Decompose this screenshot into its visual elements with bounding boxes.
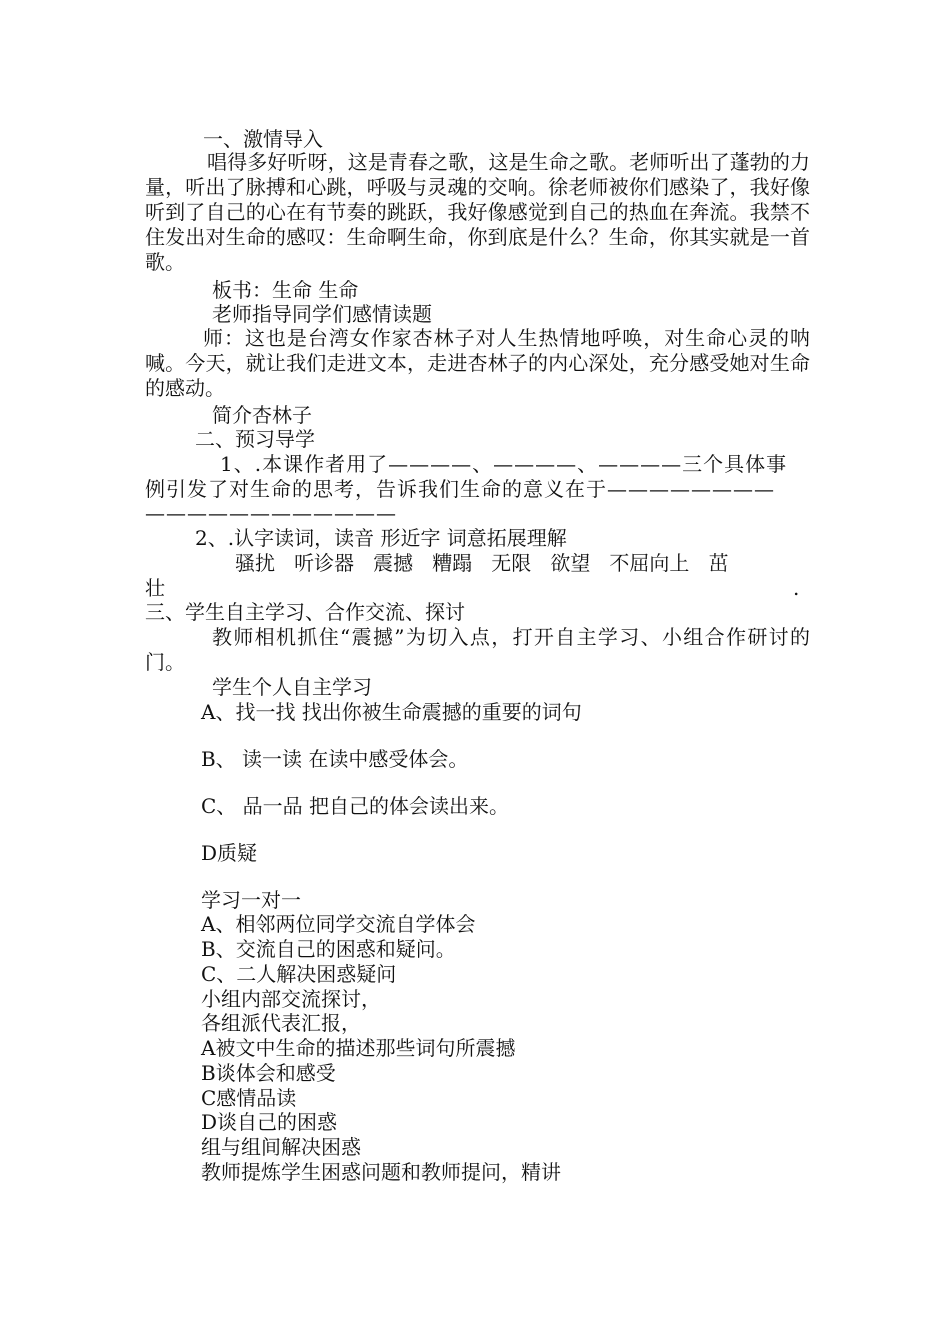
report-item-b: B谈体会和感受 xyxy=(201,1061,336,1085)
vocabulary-words: 骚扰 听诊器 震撼 糟蹋 无限 欲望 不屈向上 茁 xyxy=(235,551,729,575)
self-study-step-d: D质疑 xyxy=(201,841,258,865)
section-2-title: 二、预习导学 xyxy=(195,427,315,451)
teacher-summary: 教师提炼学生困惑问题和教师提问，精讲 xyxy=(201,1160,561,1184)
question-1-line-2: 例引发了对生命的思考，告诉我们生命的意义在于———————— xyxy=(145,477,775,501)
question-1-line-1: 1、.本课作者用了————、————、————三个具体事 xyxy=(220,452,788,476)
report-item-a: A被文中生命的描述那些词句所震撼 xyxy=(201,1036,516,1060)
self-study-step-a: A、找一找 找出你被生命震撼的重要的词句 xyxy=(201,700,582,724)
pair-study-step-a: A、相邻两位同学交流自学体会 xyxy=(201,912,476,936)
question-1-line-3: ———————————— xyxy=(145,501,397,525)
self-study-heading: 学生个人自主学习 xyxy=(212,675,372,699)
vocabulary-words-wrap: 壮 xyxy=(145,576,165,600)
group-discussion: 小组内部交流探讨， xyxy=(201,987,381,1011)
author-intro: 简介杏林子 xyxy=(212,403,312,427)
board-writing: 板书：生命 生命 xyxy=(212,278,359,302)
vocabulary-trailing-dot: . xyxy=(793,576,800,600)
section-1-paragraph-2: 师：这也是台湾女作家杏林子对人生热情地呼唤，对生命心灵的呐喊。今天，就让我们走进文本，走进杏林子的内心深处，充分感受她对生命的感动。 xyxy=(145,326,810,400)
question-2: 2、.认字读词，读音 形近字 词意拓展理解 xyxy=(195,526,567,550)
pair-study-step-c: C、二人解决困惑疑问 xyxy=(201,962,397,986)
inter-group-resolution: 组与组间解决困惑 xyxy=(201,1135,361,1159)
reading-guide: 老师指导同学们感情读题 xyxy=(212,302,432,326)
report-item-c: C感情品读 xyxy=(201,1086,297,1110)
pair-study-heading: 学习一对一 xyxy=(201,888,301,912)
self-study-step-b: B、 读一读 在读中感受体会。 xyxy=(201,747,469,771)
report-item-d: D谈自己的困惑 xyxy=(201,1110,338,1134)
section-1-paragraph-1: 唱得多好听呀，这是青春之歌，这是生命之歌。老师听出了蓬勃的力量，听出了脉搏和心跳，呼吸与灵魂的交响。徐老师被你们感染了，我好像听到了自己的心在有节奏的跳跃，我好像感觉到自己的热血在奔流。我禁不住发出对生命的感叹：生命啊生命，你到底是什么？生命，你其实就是一首歌。 xyxy=(145,150,810,274)
section-1-title: 一、激情导入 xyxy=(203,127,323,151)
self-study-step-c: C、 品一品 把自己的体会读出来。 xyxy=(201,794,510,818)
group-report: 各组派代表汇报， xyxy=(201,1011,361,1035)
pair-study-step-b: B、交流自己的困惑和疑问。 xyxy=(201,937,456,961)
section-3-title: 三、学生自主学习、合作交流、探讨 xyxy=(145,600,465,624)
section-3-paragraph: 教师相机抓住“震撼”为切入点，打开自主学习、小组合作研讨的门。 xyxy=(145,625,810,674)
